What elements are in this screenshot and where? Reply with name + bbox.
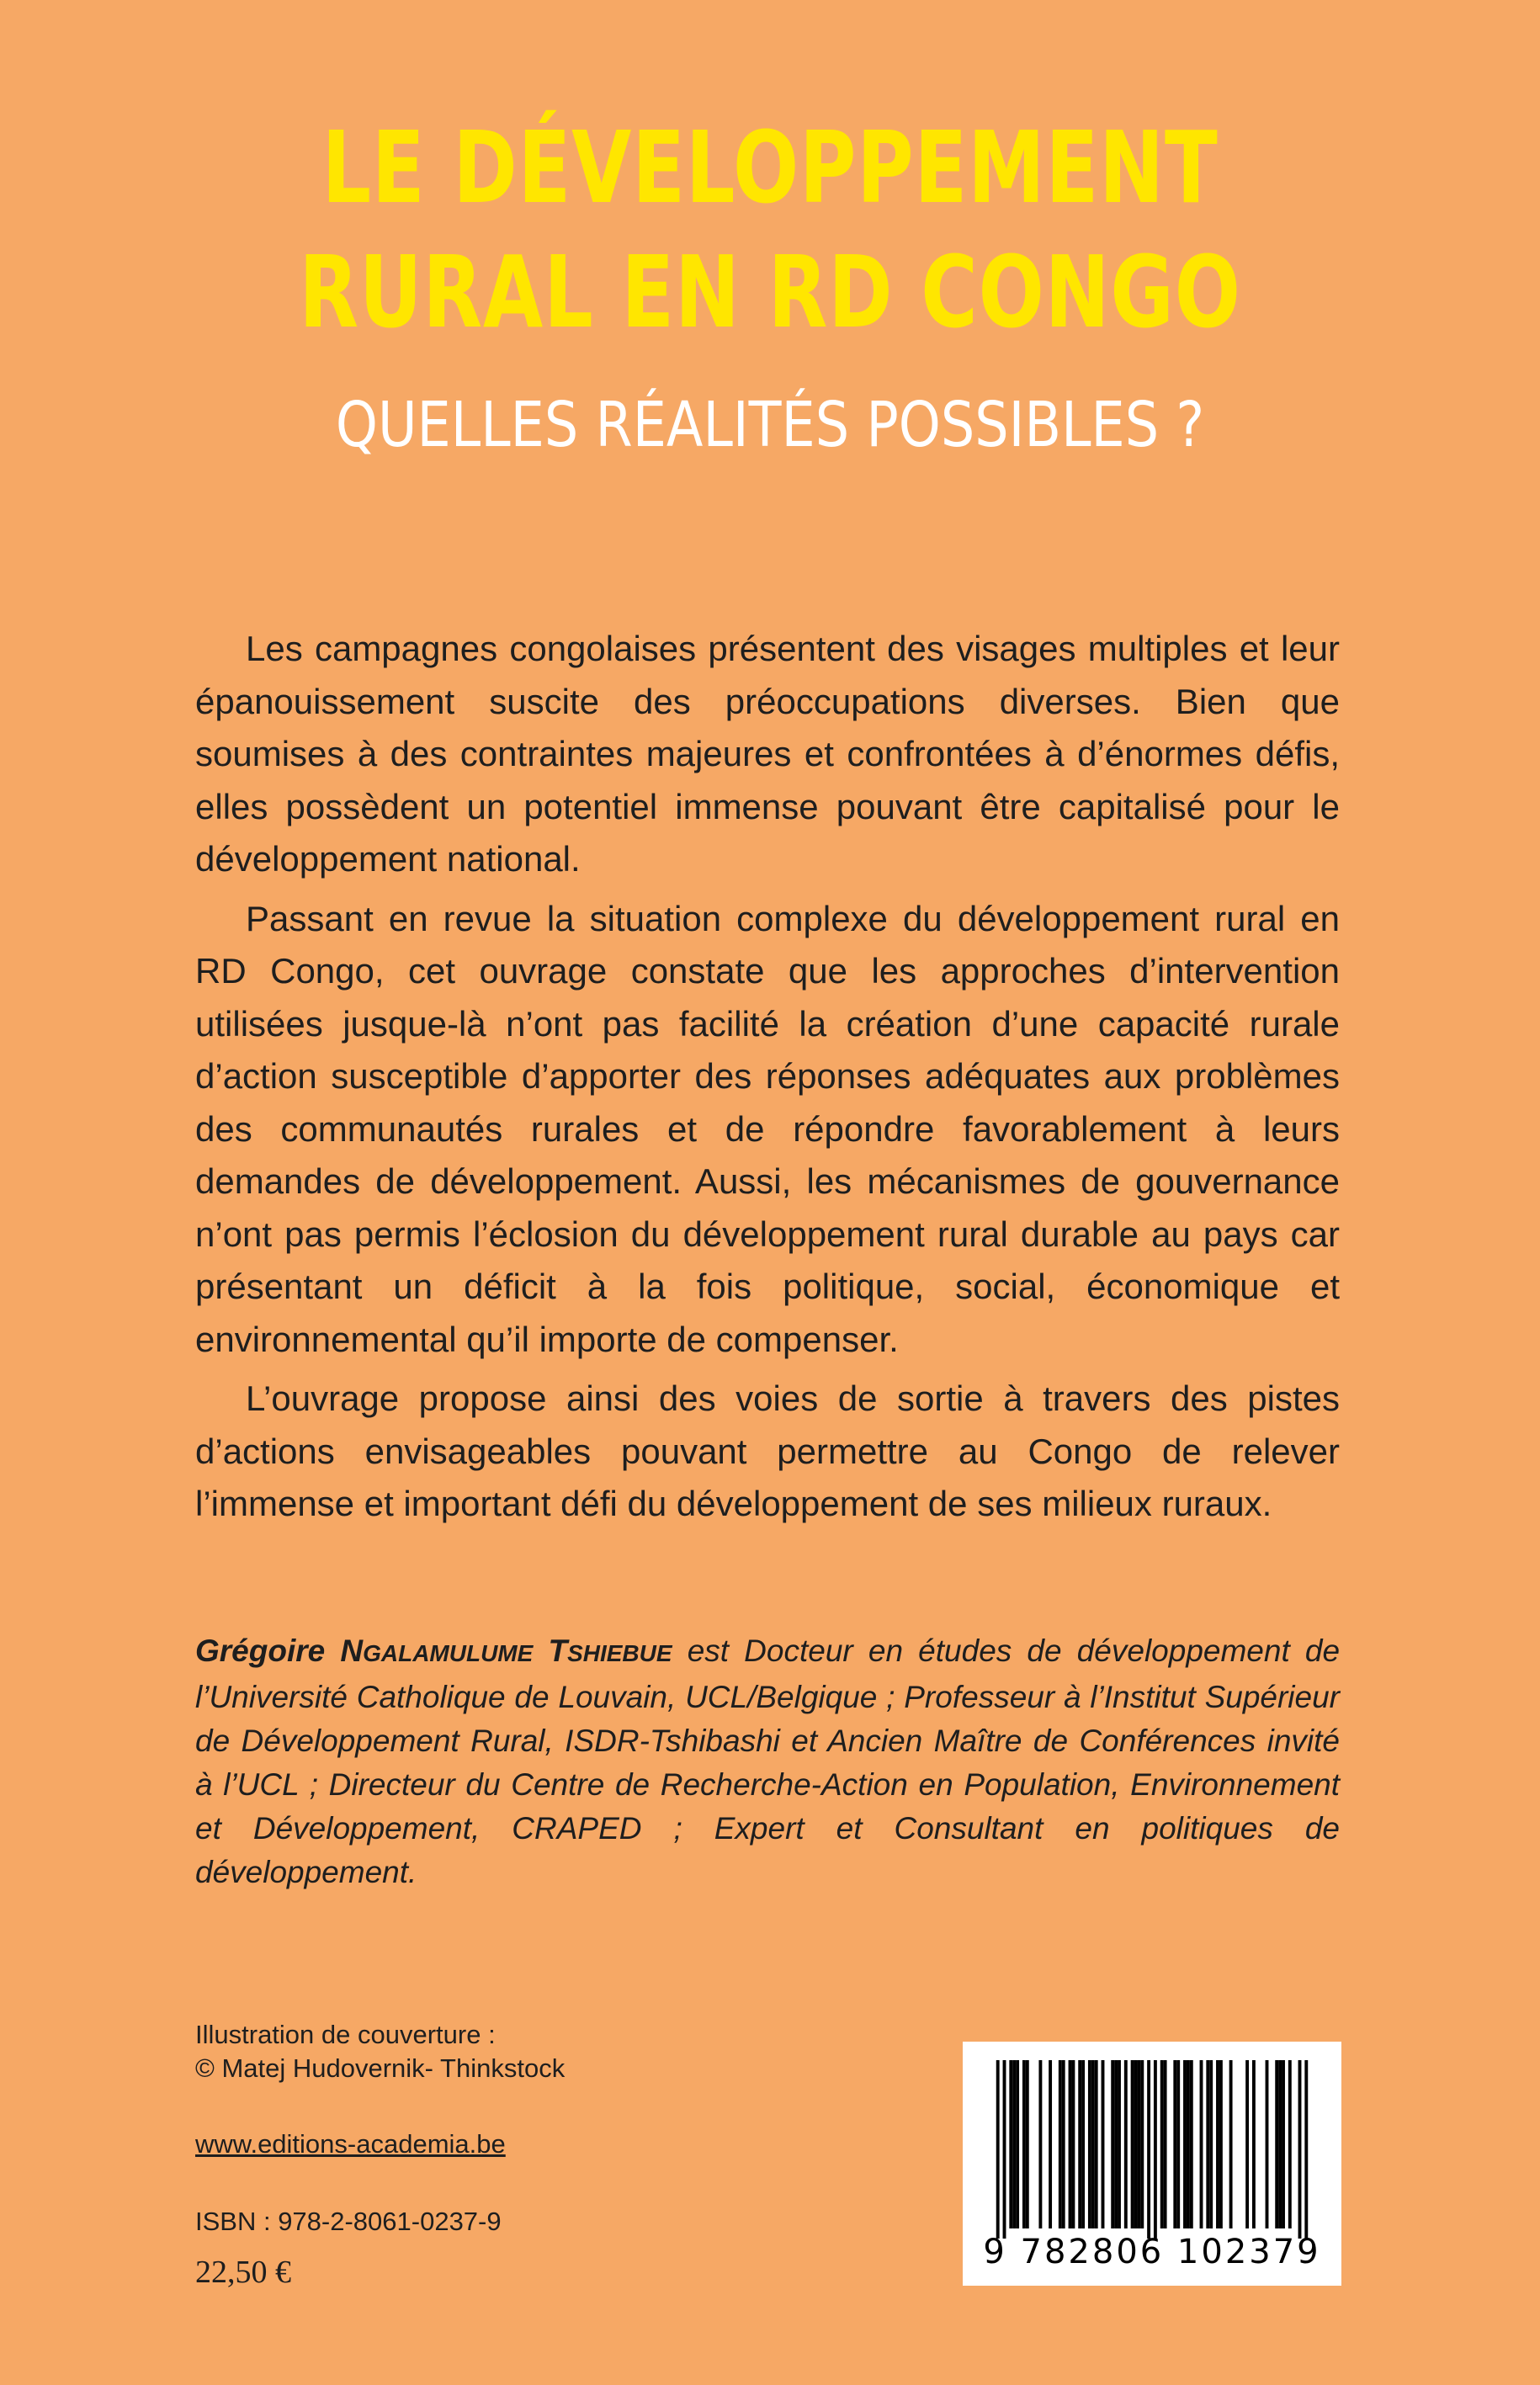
barcode-bar	[1209, 2060, 1213, 2228]
barcode-bar	[1190, 2060, 1193, 2228]
barcode-bar	[1062, 2060, 1065, 2228]
barcode-bar	[1147, 2060, 1150, 2239]
barcode-bar	[1200, 2060, 1203, 2228]
barcode-bar	[1124, 2060, 1128, 2228]
barcode-bar	[1275, 2060, 1278, 2228]
blurb-paragraph: Les campagnes congolaises présentent des visages multiples et leur épanouissement suscite des préoccupations diverses. Bien que soumises à des contraintes majeures et confrontées à d’énormes défis, elles possèdent un potentiel immense pouvant être capitalisé pour le développement national.	[195, 629, 1340, 879]
barcode-bar	[1245, 2060, 1249, 2228]
barcode-bar	[1003, 2060, 1006, 2239]
barcode-bar	[1022, 2060, 1026, 2228]
author-name	[195, 1633, 672, 1668]
barcode-bar	[1081, 2060, 1085, 2228]
barcode-bar	[1154, 2060, 1157, 2239]
barcode-bar	[1282, 2060, 1285, 2228]
illustration-credit-label: Illustration de couverture :	[195, 2020, 496, 2049]
barcode-bar	[1091, 2060, 1095, 2228]
barcode-bar	[1187, 2060, 1190, 2228]
author-last-name-1: NGALAMULUME	[340, 1633, 534, 1668]
book-title-line-2: RURAL EN RD CONGO	[299, 234, 1241, 350]
barcode-bar	[1173, 2060, 1176, 2228]
barcode-bar	[1118, 2060, 1121, 2228]
blurb-paragraph: L’ouvrage propose ainsi des voies de sortie à travers des pistes d’actions envisageables pouvant permettre au Congo de relever l’immense et important défi du développement de ses milieux ruraux.	[195, 1378, 1340, 1523]
barcode-bar	[1216, 2060, 1219, 2228]
barcode-bar	[1078, 2060, 1081, 2228]
barcode-bar	[1131, 2060, 1134, 2228]
barcode-bar	[1219, 2060, 1223, 2228]
barcode-bar	[1049, 2060, 1052, 2228]
publisher-website-link[interactable]: www.editions-academia.be	[195, 2129, 506, 2159]
book-title-line-1: LE DÉVELOPPEMENT	[321, 109, 1219, 226]
barcode-bar	[1069, 2060, 1072, 2228]
barcode-bar	[1095, 2060, 1098, 2228]
blurb	[195, 623, 1340, 1538]
barcode-bar	[1140, 2060, 1144, 2228]
barcode-bar	[1206, 2060, 1209, 2228]
illustration-credit-value: © Matej Hudovernik- Thinkstock	[195, 2053, 566, 2083]
barcode-bar	[1229, 2060, 1233, 2228]
barcode-bar	[996, 2060, 1000, 2239]
illustration-credit	[195, 2018, 565, 2085]
barcode-bar	[1304, 2060, 1308, 2239]
barcode-bar	[1059, 2060, 1062, 2228]
barcode-bar	[1278, 2060, 1282, 2228]
barcode-bar	[1134, 2060, 1138, 2228]
barcode-bar	[1288, 2060, 1292, 2228]
barcode-bar	[1088, 2060, 1091, 2228]
barcode-bar	[1266, 2060, 1269, 2228]
blurb-paragraph: Passant en revue la situation complexe du développement rural en RD Congo, cet ouvrage constate que les approches d’intervention utilisées jusque-là n’ont pas facilité la création d’une capacité rurale d’action susceptible d’apporter des réponses adéquates aux problèmes des communautés rurales et de répondre favorablement à leurs demandes de développement. Aussi, les mécanismes de gouvernance n’ont pas permis l’éclosion du développement rural durable au pays car présentant un déficit à la fois politique, social, économique et environnemental qu’il importe de compenser.	[195, 898, 1340, 1359]
barcode-bar	[1160, 2060, 1164, 2228]
barcode-bar	[1252, 2060, 1256, 2228]
barcode-bar	[1102, 2060, 1105, 2228]
price: 22,50 €	[195, 2255, 291, 2290]
book-subtitle: QUELLES RÉALITÉS POSSIBLES ?	[335, 389, 1205, 461]
author-bio	[195, 1629, 1340, 1894]
author-first-name: Grégoire	[195, 1633, 326, 1668]
barcode-bar	[1183, 2060, 1187, 2228]
barcode-bar	[1298, 2060, 1302, 2239]
barcode-bar	[1164, 2060, 1167, 2228]
barcode-bar	[1176, 2060, 1180, 2228]
author-last-name-2: TSHIEBUE	[548, 1633, 672, 1668]
barcode	[963, 2042, 1341, 2286]
barcode-bar	[1009, 2060, 1012, 2228]
barcode-bar	[1114, 2060, 1118, 2228]
barcode-bar	[1026, 2060, 1029, 2228]
author-bio-text: est Docteur en études de développement de l’Université Catholique de Louvain, UCL/Belgique ; Professeur à l’Institut Supérieur de Développement Rural, ISDR-Tshibashi et Ancien Maître de Conférences invité à l’UCL ; Directeur du Centre de Recherche-Action en Population, Environnement et Développement, CRAPED ; Expert et Consultant en politiques de développement.	[195, 1633, 1341, 1889]
barcode-bar	[1111, 2060, 1114, 2228]
barcode-bar	[1137, 2060, 1140, 2228]
barcode-bar	[1038, 2060, 1042, 2228]
barcode-bar	[1016, 2060, 1019, 2228]
barcode-number: 9 782806 102379	[983, 2233, 1321, 2271]
barcode-bar	[1071, 2060, 1075, 2228]
isbn: ISBN : 978-2-8061-0237-9	[195, 2207, 502, 2236]
barcode-bar	[1012, 2060, 1016, 2228]
